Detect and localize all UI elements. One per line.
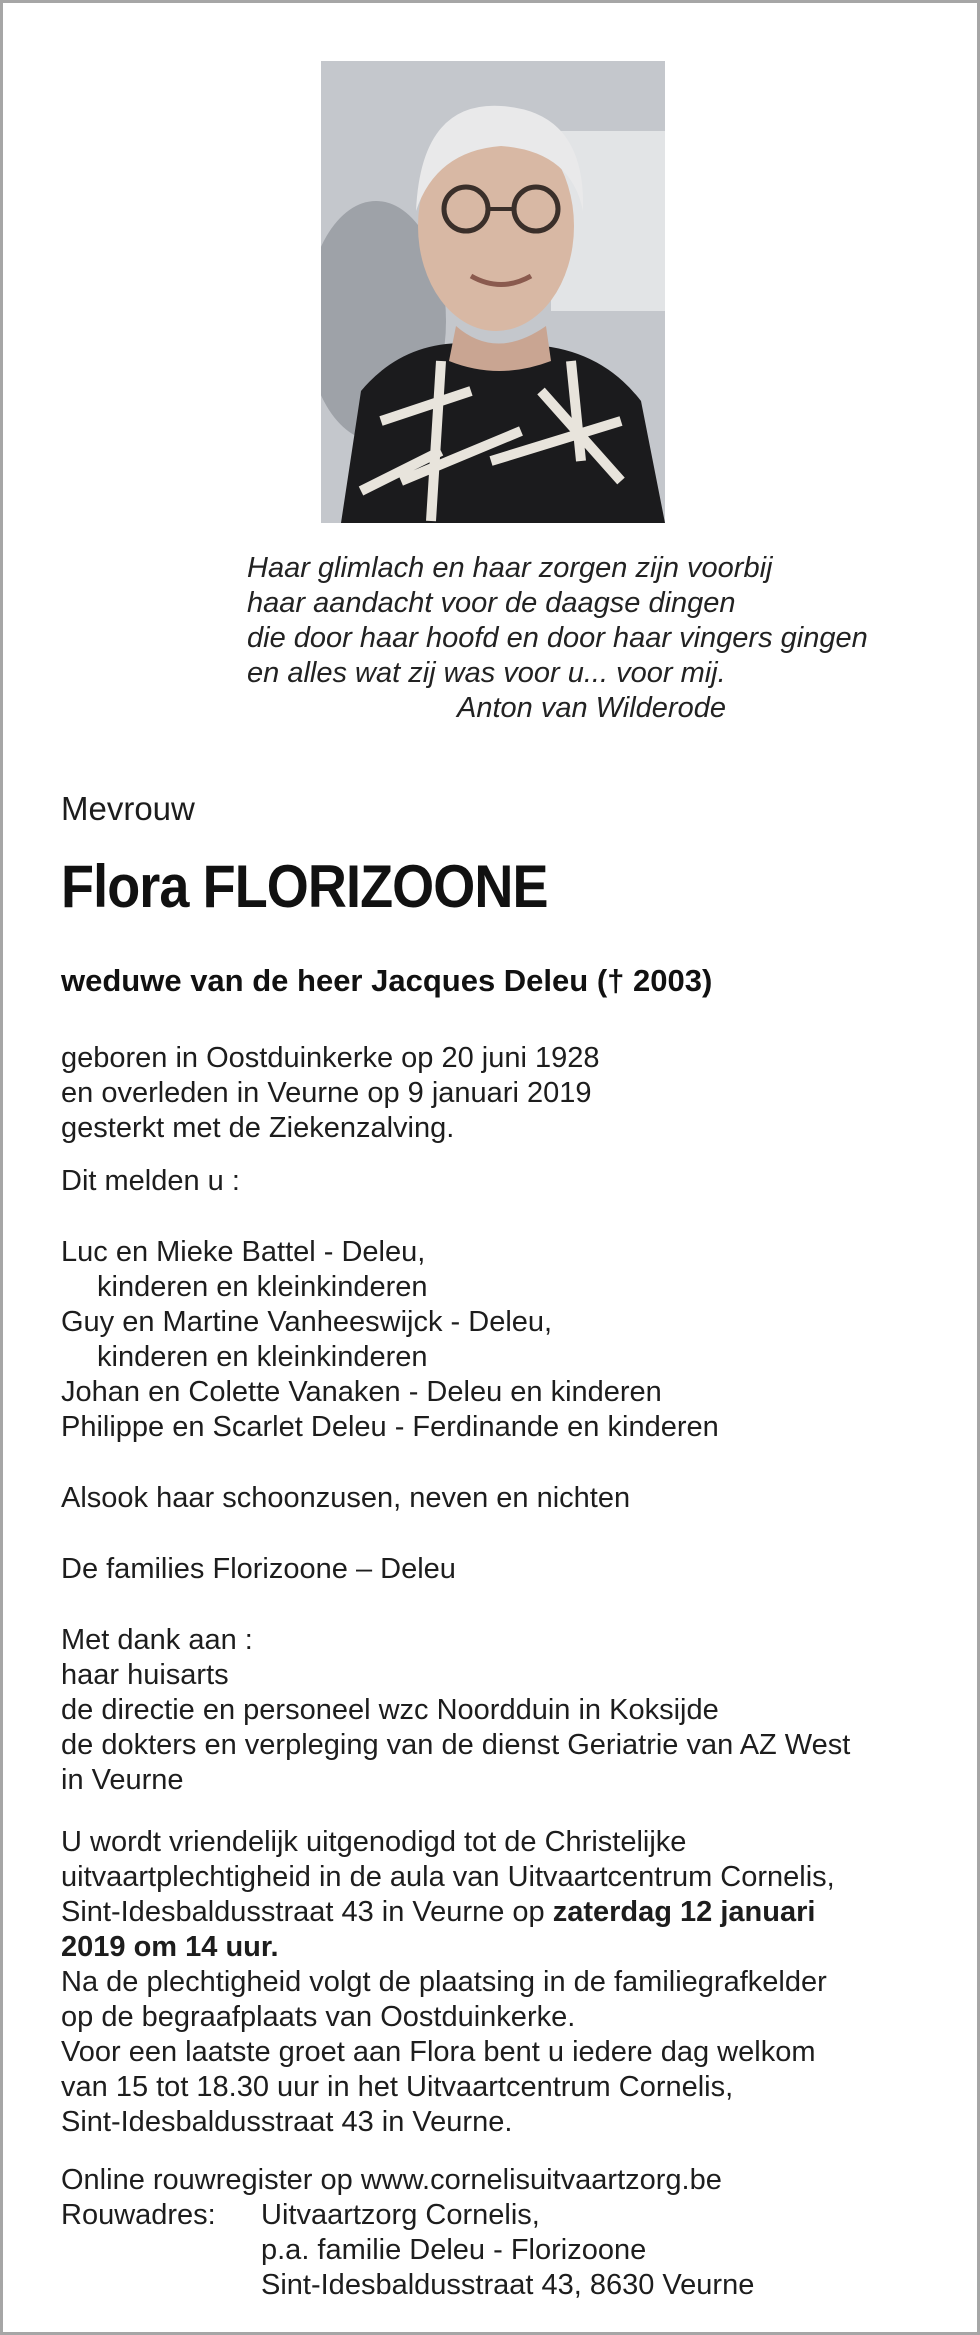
thanks-line: de directie en personeel wzc Noordduin in Koksijde [61, 1694, 719, 1726]
poem [247, 551, 868, 726]
address-value: Uitvaartzorg Cornelis, [261, 2199, 540, 2231]
deceased-name: Flora FLORIZOONE [61, 853, 548, 920]
ceremony-date: zaterdag 12 januari [552, 1896, 816, 1928]
families-line: De families Florizoone – Deleu [61, 1553, 456, 1585]
family-line: kinderen en kleinkinderen [97, 1271, 428, 1303]
widow-line: weduwe van de heer Jacques Deleu († 2003) [61, 963, 713, 998]
address-label: Rouwadres: [61, 2199, 216, 2231]
thanks-intro: Met dank aan : [61, 1624, 253, 1656]
poem-line: en alles wat zij was voor u... voor mij. [247, 657, 726, 689]
online-register: Online rouwregister op www.cornelisuitvaartzorg.be [61, 2164, 722, 2196]
ceremony-line: U wordt vriendelijk uitgenodigd tot de Christelijke [61, 1826, 687, 1858]
family-line: Luc en Mieke Battel - Deleu, [61, 1236, 426, 1268]
family-list [61, 1235, 719, 1445]
address-line: p.a. familie Deleu - Florizoone [261, 2234, 647, 2266]
ceremony-line: Voor een laatste groet aan Flora bent u iedere dag welkom [61, 2036, 816, 2068]
announcement: Dit melden u : [61, 1165, 240, 1197]
portrait-photo [321, 61, 665, 523]
family-line: Johan en Colette Vanaken - Deleu en kinderen [61, 1376, 662, 1408]
ceremony-line: van 15 tot 18.30 uur in het Uitvaartcentrum Cornelis, [61, 2071, 734, 2103]
birth-line: geboren in Oostduinkerke op 20 juni 1928 [61, 1042, 600, 1074]
sacrament-line: gesterkt met de Ziekenzalving. [61, 1112, 455, 1144]
poem-line: haar aandacht voor de daagse dingen [247, 587, 736, 619]
ceremony-line: op de begraafplaats van Oostduinkerke. [61, 2001, 576, 2033]
ceremony-line: Na de plechtigheid volgt de plaatsing in de familiegrafkelder [61, 1966, 827, 1998]
portrait-photo-icon [321, 61, 665, 523]
also-line: Alsook haar schoonzusen, neven en nichten [61, 1482, 631, 1514]
life-details [61, 1041, 600, 1146]
ceremony-address: Sint-Idesbaldusstraat 43 in Veurne op [61, 1896, 553, 1928]
thanks-line: haar huisarts [61, 1659, 229, 1691]
family-line: Guy en Martine Vanheeswijck - Deleu, [61, 1306, 553, 1338]
thanks-section [61, 1623, 850, 1798]
contact-section [61, 2163, 754, 2303]
family-line: Philippe en Scarlet Deleu - Ferdinande en kinderen [61, 1411, 719, 1443]
address-line: Sint-Idesbaldusstraat 43, 8630 Veurne [261, 2269, 755, 2301]
ceremony-line: uitvaartplechtigheid in de aula van Uitvaartcentrum Cornelis, [61, 1861, 835, 1893]
death-line: en overleden in Veurne op 9 januari 2019 [61, 1077, 592, 1109]
ceremony-section [61, 1825, 835, 2140]
ceremony-line: Sint-Idesbaldusstraat 43 in Veurne. [61, 2106, 513, 2138]
thanks-line: in Veurne [61, 1764, 184, 1796]
salutation: Mevrouw [61, 790, 195, 827]
ceremony-line [61, 1895, 835, 1930]
poem-author: Anton van Wilderode [457, 692, 726, 724]
thanks-line: de dokters en verpleging van de dienst Geriatrie van AZ West [61, 1729, 851, 1761]
address-line [61, 2198, 754, 2233]
family-line: kinderen en kleinkinderen [97, 1341, 428, 1373]
ceremony-time: 2019 om 14 uur. [61, 1931, 279, 1963]
poem-line: Haar glimlach en haar zorgen zijn voorbij [247, 552, 773, 584]
poem-line: die door haar hoofd en door haar vingers gingen [247, 622, 868, 654]
